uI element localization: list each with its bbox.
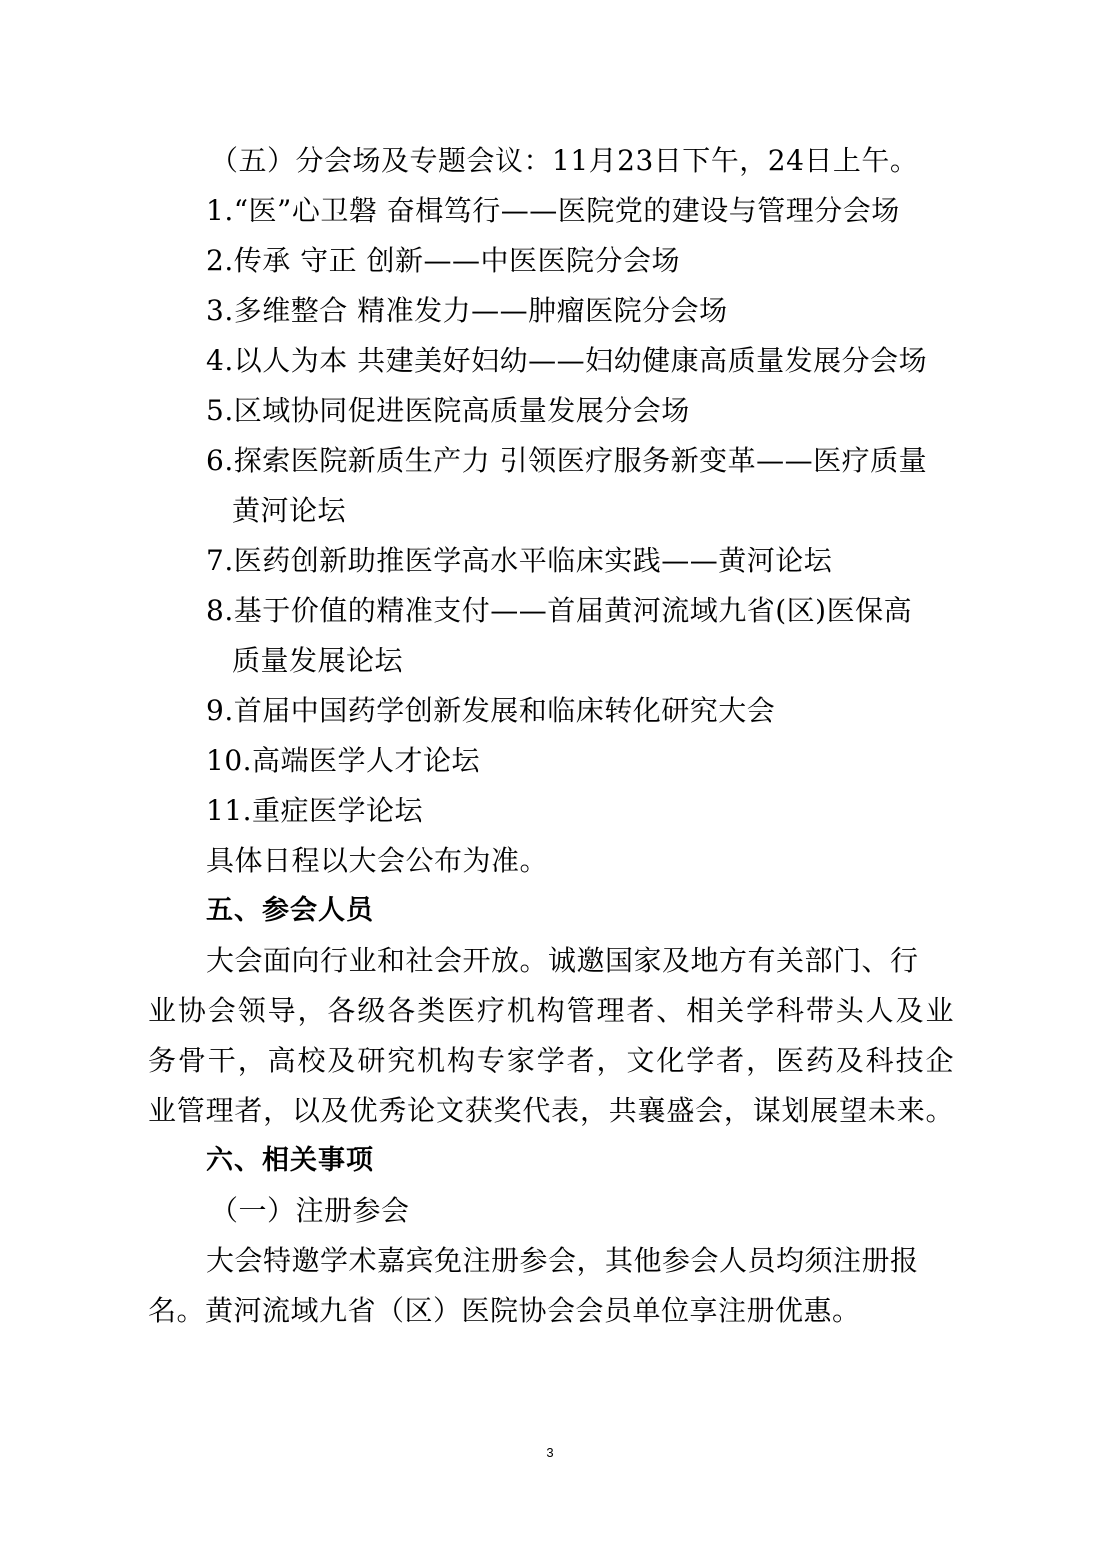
session-item-8: 8.基于价值的精准支付——首届黄河流域九省(区)医保高 bbox=[206, 594, 913, 627]
session-item-9: 9.首届中国药学创新发展和临床转化研究大会 bbox=[206, 694, 776, 727]
session-item-10: 10.高端医学人才论坛 bbox=[206, 744, 481, 777]
page-number: 3 bbox=[546, 1445, 554, 1460]
attendees-paragraph-line-1: 大会面向行业和社会开放。诚邀国家及地方有关部门、行 bbox=[206, 944, 919, 977]
sub-heading-registration: （一）注册参会 bbox=[210, 1194, 410, 1227]
schedule-note: 具体日程以大会公布为准。 bbox=[206, 844, 549, 877]
session-item-2: 2.传承 守正 创新——中医医院分会场 bbox=[206, 244, 681, 277]
session-item-6: 6.探索医院新质生产力 引领医疗服务新变革——医疗质量 bbox=[206, 444, 928, 477]
attendees-paragraph-line-3: 务骨干，高校及研究机构专家学者，文化学者，医药及科技企 bbox=[148, 1044, 954, 1077]
session-item-8-continued: 质量发展论坛 bbox=[232, 644, 404, 677]
session-item-11: 11.重症医学论坛 bbox=[206, 794, 424, 827]
session-item-3: 3.多维整合 精准发力——肿瘤医院分会场 bbox=[206, 294, 728, 327]
section-heading-related-matters: 六、相关事项 bbox=[206, 1145, 374, 1176]
session-item-5: 5.区域协同促进医院高质量发展分会场 bbox=[206, 394, 690, 427]
attendees-paragraph-line-2: 业协会领导，各级各类医疗机构管理者、相关学科带头人及业 bbox=[148, 994, 954, 1027]
session-item-7: 7.医药创新助推医学高水平临床实践——黄河论坛 bbox=[206, 544, 833, 577]
registration-paragraph-line-2: 名。黄河流域九省（区）医院协会会员单位享注册优惠。 bbox=[148, 1294, 861, 1327]
session-item-4: 4.以人为本 共建美好妇幼——妇幼健康高质量发展分会场 bbox=[206, 344, 928, 377]
section-heading-attendees: 五、参会人员 bbox=[206, 895, 374, 926]
sub-heading-breakout-sessions: （五）分会场及专题会议：11月23日下午，24日上午。 bbox=[210, 144, 919, 177]
registration-paragraph-line-1: 大会特邀学术嘉宾免注册参会，其他参会人员均须注册报 bbox=[206, 1244, 919, 1277]
attendees-paragraph-line-4: 业管理者，以及优秀论文获奖代表，共襄盛会，谋划展望未来。 bbox=[148, 1094, 954, 1127]
session-item-1: 1.“医”心卫磐 奋楫笃行——医院党的建设与管理分会场 bbox=[206, 194, 900, 227]
session-item-6-continued: 黄河论坛 bbox=[232, 494, 347, 527]
